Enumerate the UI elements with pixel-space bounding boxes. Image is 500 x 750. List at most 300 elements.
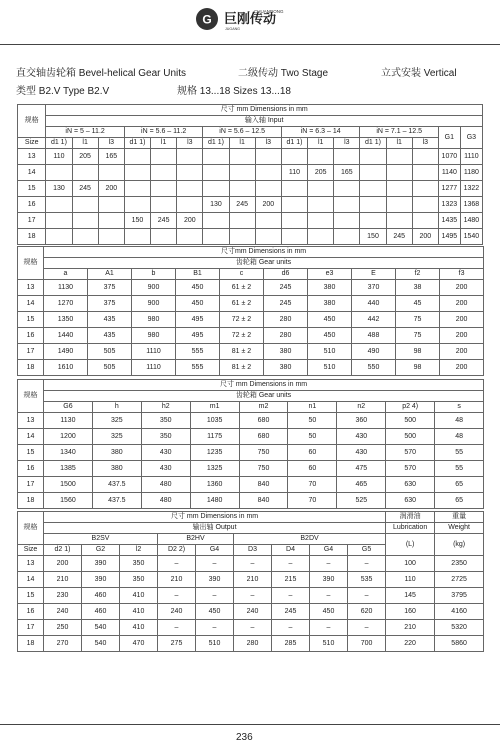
table-cell: 540 — [82, 620, 120, 636]
title-unit-type: 直交轴齿轮箱 Bevel-helical Gear Units — [16, 68, 187, 79]
table-cell — [151, 165, 177, 181]
logo-brand: CHUANDONG — [254, 9, 284, 14]
table-cell: 65 — [435, 493, 484, 509]
table-cell: – — [310, 588, 348, 604]
table-cell: 570 — [386, 445, 435, 461]
table-cell: 15 — [18, 588, 44, 604]
header-row — [18, 138, 483, 149]
table-cell: 1180 — [460, 165, 482, 181]
table-cell: – — [196, 588, 234, 604]
table-cell: 60 — [288, 445, 337, 461]
group-b2sv: B2SV — [44, 534, 158, 545]
table-cell: 450 — [310, 604, 348, 620]
table-cell — [177, 229, 203, 245]
table-row — [18, 296, 484, 312]
table-cell: 72 ± 2 — [220, 328, 264, 344]
table-cell — [308, 213, 334, 229]
table-row — [18, 181, 483, 197]
table-cell: 510 — [308, 344, 352, 360]
table-cell: 13 — [18, 556, 44, 572]
col-header: d2 1) — [44, 545, 82, 556]
table-cell: – — [234, 620, 272, 636]
lube-unit: (L) — [386, 534, 435, 556]
table-row — [18, 556, 484, 572]
table-cell: 1323 — [438, 197, 460, 213]
table-cell: 280 — [264, 312, 308, 328]
table-cell — [72, 213, 98, 229]
title-line-1 — [16, 64, 457, 79]
table-cell — [177, 197, 203, 213]
table-cell: 450 — [308, 312, 352, 328]
table-row — [18, 197, 483, 213]
gear-caption: 齿轮箱 Gear units — [44, 391, 484, 402]
table-cell — [360, 213, 386, 229]
table-cell: 555 — [176, 360, 220, 376]
col-header: f2 — [396, 269, 440, 280]
table-cell: 390 — [82, 572, 120, 588]
table-cell: 410 — [120, 604, 158, 620]
table-cell — [46, 165, 72, 181]
title-sizes: 规格 13...18 Sizes 13...18 — [177, 86, 291, 97]
table-cell: 1350 — [44, 312, 88, 328]
header-row — [18, 512, 484, 523]
table-cell: 750 — [239, 445, 288, 461]
table-cell: 1480 — [460, 213, 482, 229]
table-cell: 1130 — [44, 413, 93, 429]
table-cell: 980 — [132, 328, 176, 344]
logo-chars: 巨刚传动 — [224, 12, 277, 27]
table-cell — [281, 181, 307, 197]
dims-caption: 尺寸mm Dimensions in mm — [44, 247, 484, 258]
table-cell: 240 — [234, 604, 272, 620]
table-cell: 165 — [334, 165, 360, 181]
table-row — [18, 280, 484, 296]
header-row — [18, 534, 484, 545]
table-cell: 350 — [120, 572, 158, 588]
table-cell: 48 — [435, 429, 484, 445]
table-row — [18, 149, 483, 165]
table-cell — [177, 165, 203, 181]
table-cell — [255, 165, 281, 181]
table-cell — [151, 197, 177, 213]
table-cell: 72 ± 2 — [220, 312, 264, 328]
col-g3: G3 — [460, 127, 482, 149]
table-cell: 200 — [440, 360, 484, 376]
col-header: l3 — [177, 138, 203, 149]
col-header: E — [352, 269, 396, 280]
col-header: d6 — [264, 269, 308, 280]
size-label: 规格 — [18, 380, 44, 413]
table-cell: 500 — [386, 429, 435, 445]
table-cell — [229, 213, 255, 229]
table-cell: 205 — [308, 165, 334, 181]
table-cell: 410 — [120, 620, 158, 636]
table-row — [18, 604, 484, 620]
col-header: D4 — [272, 545, 310, 556]
table-cell: 442 — [352, 312, 396, 328]
dims-caption: 尺寸 mm Dimensions in mm — [46, 105, 483, 116]
table-cell: 210 — [158, 572, 196, 588]
col-header: l3 — [412, 138, 438, 149]
col-header: a — [44, 269, 88, 280]
table-cell — [229, 181, 255, 197]
table-cell: 50 — [288, 413, 337, 429]
gear-caption: 齿轮箱 Gear units — [44, 258, 484, 269]
table-cell — [360, 149, 386, 165]
table-cell: 495 — [176, 328, 220, 344]
table-cell: 390 — [82, 556, 120, 572]
table-cell: 245 — [229, 197, 255, 213]
table-cell: 18 — [18, 493, 44, 509]
table-cell: – — [158, 556, 196, 572]
weight-unit: (kg) — [435, 534, 484, 556]
col-header: m1 — [190, 402, 239, 413]
header-row — [18, 402, 484, 413]
table-cell: 200 — [440, 328, 484, 344]
table-cell — [124, 197, 150, 213]
table-cell: 460 — [82, 604, 120, 620]
col-header: n1 — [288, 402, 337, 413]
table-cell: 495 — [176, 312, 220, 328]
col-header: l3 — [255, 138, 281, 149]
ratio-range: iN = 5.6 – 12.5 — [203, 127, 282, 138]
table-cell: 510 — [310, 636, 348, 652]
table-cell: 1435 — [438, 213, 460, 229]
table-cell: – — [272, 620, 310, 636]
ratio-range: iN = 6.3 – 14 — [281, 127, 360, 138]
title-stage: 二级传动 Two Stage — [238, 68, 329, 79]
col-header: G6 — [44, 402, 93, 413]
table-cell: 380 — [92, 445, 141, 461]
table-cell: 1490 — [44, 344, 88, 360]
col-header: D3 — [234, 545, 272, 556]
page-header — [0, 0, 500, 38]
table-cell — [386, 181, 412, 197]
table-row — [18, 636, 484, 652]
col-header: d1 1) — [203, 138, 229, 149]
col-header: D2 2) — [158, 545, 196, 556]
title-type: 类型 B2.V Type B2.V — [16, 86, 110, 97]
table-cell — [412, 149, 438, 165]
table-row — [18, 620, 484, 636]
table-cell: 210 — [386, 620, 435, 636]
table-cell — [255, 213, 281, 229]
lube-label-en: Lubrication — [386, 523, 435, 534]
table-cell: 285 — [272, 636, 310, 652]
table-cell: 510 — [196, 636, 234, 652]
table-cell: 81 ± 2 — [220, 360, 264, 376]
col-header: l3 — [98, 138, 124, 149]
gear-units-table-1 — [17, 246, 484, 376]
table-row — [18, 461, 484, 477]
table-cell — [46, 197, 72, 213]
table-cell: 3795 — [435, 588, 484, 604]
table-cell: 14 — [18, 572, 44, 588]
col-header: G4 — [310, 545, 348, 556]
table-cell: 14 — [18, 296, 44, 312]
table-cell — [46, 229, 72, 245]
table-cell: 475 — [337, 461, 386, 477]
table-cell: 1035 — [190, 413, 239, 429]
table-cell: 380 — [92, 461, 141, 477]
table-cell: – — [196, 556, 234, 572]
table-cell: 18 — [18, 636, 44, 652]
table-row — [18, 344, 484, 360]
footer-rule — [0, 724, 500, 725]
table-cell: 200 — [98, 181, 124, 197]
table-cell: 1175 — [190, 429, 239, 445]
table-cell: 200 — [440, 280, 484, 296]
table-cell: 17 — [18, 213, 46, 229]
table-cell: 160 — [386, 604, 435, 620]
table-cell: 680 — [239, 413, 288, 429]
table-cell: 2725 — [435, 572, 484, 588]
table-cell — [124, 181, 150, 197]
table-cell — [151, 181, 177, 197]
table-cell: 450 — [176, 296, 220, 312]
table-cell: 1610 — [44, 360, 88, 376]
table-row — [18, 213, 483, 229]
table-cell — [46, 213, 72, 229]
table-cell: 380 — [308, 280, 352, 296]
table-cell: 16 — [18, 197, 46, 213]
col-header: d1 1) — [124, 138, 150, 149]
table-cell — [72, 197, 98, 213]
table-row — [18, 165, 483, 181]
table-cell: 13 — [18, 280, 44, 296]
table-cell: 620 — [348, 604, 386, 620]
table-cell: 1110 — [460, 149, 482, 165]
col-header: b — [132, 269, 176, 280]
table-cell: 900 — [132, 280, 176, 296]
col-header: G5 — [348, 545, 386, 556]
table-cell: 150 — [124, 213, 150, 229]
col-header: c — [220, 269, 264, 280]
col-header: l1 — [386, 138, 412, 149]
table-cell: – — [348, 588, 386, 604]
table-cell: 75 — [396, 312, 440, 328]
col-header: h2 — [141, 402, 190, 413]
table-cell: 60 — [288, 461, 337, 477]
table-cell: 17 — [18, 620, 44, 636]
table-cell — [98, 197, 124, 213]
table-cell: 15 — [18, 445, 44, 461]
table-cell — [412, 197, 438, 213]
table-cell: 280 — [234, 636, 272, 652]
table-cell — [360, 165, 386, 181]
table-cell: 210 — [234, 572, 272, 588]
table-cell — [203, 149, 229, 165]
table-cell: 460 — [82, 588, 120, 604]
table-cell: 1110 — [132, 344, 176, 360]
table-cell — [177, 149, 203, 165]
table-row — [18, 312, 484, 328]
size-label-en: Size — [18, 545, 44, 556]
table-cell: 1270 — [44, 296, 88, 312]
table-cell: 570 — [386, 461, 435, 477]
table-cell: 75 — [396, 328, 440, 344]
table-cell: 680 — [239, 429, 288, 445]
table-cell: 488 — [352, 328, 396, 344]
table-cell: 430 — [337, 429, 386, 445]
table-cell: 430 — [141, 445, 190, 461]
table-cell — [308, 229, 334, 245]
table-cell: 245 — [264, 296, 308, 312]
table-cell: – — [234, 588, 272, 604]
table-cell: – — [272, 556, 310, 572]
size-label: 规格 — [18, 512, 44, 545]
table-cell: 48 — [435, 413, 484, 429]
table-cell: 480 — [141, 477, 190, 493]
table-cell — [124, 165, 150, 181]
table-cell: 200 — [255, 197, 281, 213]
table-cell: 430 — [141, 461, 190, 477]
page-number: 236 — [236, 732, 253, 743]
table-cell: 17 — [18, 477, 44, 493]
table-cell: – — [348, 620, 386, 636]
table-row — [18, 572, 484, 588]
table-cell: 430 — [337, 445, 386, 461]
table-cell: 16 — [18, 461, 44, 477]
table-cell: 380 — [264, 344, 308, 360]
table-cell: 70 — [288, 477, 337, 493]
table-cell: 5860 — [435, 636, 484, 652]
table-cell: 16 — [18, 604, 44, 620]
table-cell: 325 — [92, 429, 141, 445]
title-mounting: 立式安装 Vertical — [381, 68, 457, 79]
table-row — [18, 413, 484, 429]
table-cell — [308, 197, 334, 213]
table-cell: 510 — [308, 360, 352, 376]
gear-units-table-2 — [17, 379, 484, 509]
table-cell: 490 — [352, 344, 396, 360]
table-cell: 1500 — [44, 477, 93, 493]
table-cell: 1140 — [438, 165, 460, 181]
weight-label: 重量 — [435, 512, 484, 523]
table-cell: 18 — [18, 360, 44, 376]
table-cell — [308, 149, 334, 165]
output-shaft-table — [17, 511, 484, 652]
table-cell: 2350 — [435, 556, 484, 572]
table-cell: 370 — [352, 280, 396, 296]
table-cell: 275 — [158, 636, 196, 652]
table-cell — [177, 181, 203, 197]
table-cell — [360, 197, 386, 213]
dims-caption: 尺寸 mm Dimensions in mm — [44, 380, 484, 391]
table-cell: 245 — [386, 229, 412, 245]
table-cell: 38 — [396, 280, 440, 296]
table-cell — [229, 149, 255, 165]
col-header: d1 1) — [360, 138, 386, 149]
table-cell: 110 — [386, 572, 435, 588]
table-cell: 245 — [264, 280, 308, 296]
table-cell — [281, 213, 307, 229]
table-cell: 55 — [435, 445, 484, 461]
col-header: h — [92, 402, 141, 413]
table-cell: 15 — [18, 181, 46, 197]
table-cell — [124, 229, 150, 245]
table-cell: 4160 — [435, 604, 484, 620]
table-cell — [334, 229, 360, 245]
table-row — [18, 477, 484, 493]
logo-sub: JUGANG — [225, 27, 240, 31]
ratio-range: iN = 7.1 – 12.5 — [360, 127, 439, 138]
table-cell — [72, 229, 98, 245]
size-label: 规格 — [18, 105, 46, 138]
table-cell: 70 — [288, 493, 337, 509]
table-cell: – — [310, 620, 348, 636]
table-cell: 1480 — [190, 493, 239, 509]
table-cell: 165 — [98, 149, 124, 165]
table-cell: 450 — [176, 280, 220, 296]
header-row — [18, 258, 484, 269]
table-cell: 130 — [46, 181, 72, 197]
table-cell — [203, 229, 229, 245]
col-header: e3 — [308, 269, 352, 280]
table-cell: 110 — [46, 149, 72, 165]
col-header: A1 — [88, 269, 132, 280]
table-cell: 1110 — [132, 360, 176, 376]
header-rule — [0, 44, 500, 45]
table-cell: 360 — [337, 413, 386, 429]
col-g1: G1 — [438, 127, 460, 149]
table-cell: 14 — [18, 429, 44, 445]
table-cell: – — [196, 620, 234, 636]
table-cell: 540 — [82, 636, 120, 652]
table-cell: 375 — [88, 280, 132, 296]
table-cell: 1200 — [44, 429, 93, 445]
table-cell: 220 — [386, 636, 435, 652]
table-cell: 1340 — [44, 445, 93, 461]
table-cell: – — [158, 620, 196, 636]
col-header: l1 — [229, 138, 255, 149]
table-cell — [281, 149, 307, 165]
table-cell: 550 — [352, 360, 396, 376]
table-cell: 145 — [386, 588, 435, 604]
table-cell: 900 — [132, 296, 176, 312]
table-cell: – — [234, 556, 272, 572]
table-cell: 250 — [44, 620, 82, 636]
table-cell — [308, 181, 334, 197]
table-cell: 16 — [18, 328, 44, 344]
col-header: l1 — [308, 138, 334, 149]
table-cell — [386, 149, 412, 165]
table-cell: 390 — [310, 572, 348, 588]
table-cell: 100 — [386, 556, 435, 572]
table-row — [18, 328, 484, 344]
table-cell: 525 — [337, 493, 386, 509]
table-cell — [334, 213, 360, 229]
table-cell: 410 — [120, 588, 158, 604]
col-header: l2 — [120, 545, 158, 556]
table-cell: 840 — [239, 493, 288, 509]
table-cell — [412, 213, 438, 229]
header-row — [18, 116, 483, 127]
table-cell: 5320 — [435, 620, 484, 636]
table-cell: 1495 — [438, 229, 460, 245]
table-cell: 630 — [386, 477, 435, 493]
table-cell: 555 — [176, 344, 220, 360]
table-cell — [334, 181, 360, 197]
table-cell — [334, 149, 360, 165]
table-cell: 435 — [88, 312, 132, 328]
table-cell — [229, 165, 255, 181]
col-header: G2 — [82, 545, 120, 556]
table-cell: 200 — [440, 312, 484, 328]
table-cell: 55 — [435, 461, 484, 477]
table-cell: 480 — [141, 493, 190, 509]
table-cell: 450 — [196, 604, 234, 620]
